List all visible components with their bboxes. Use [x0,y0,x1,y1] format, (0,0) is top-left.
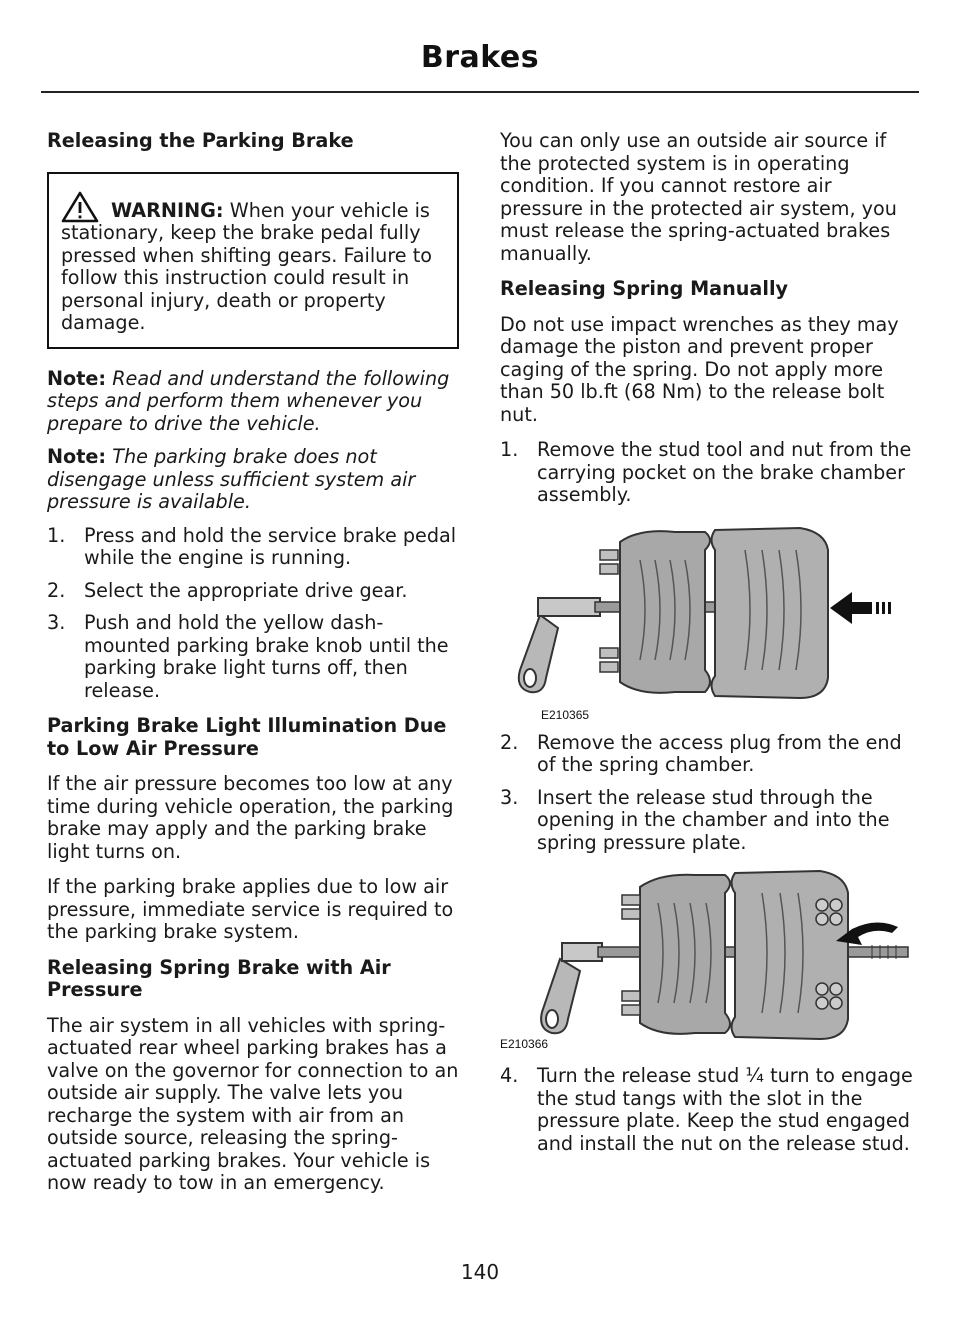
step-number: 2. [500,730,519,754]
note-label: Note: [47,366,107,390]
right-column [500,130,918,1168]
step-number: 4. [500,1064,519,1087]
release-steps-list [47,525,459,703]
paragraph: If the parking brake applies due to low air pressure, immediate service is required to the parking brake system. [47,875,454,943]
list-item [47,580,459,603]
list-item [47,612,459,702]
step-text: Remove the access plug from the end of the spring chamber. [537,730,902,776]
note-1 [47,368,459,436]
step-text: Remove the stud tool and nut from the carrying pocket on the brake chamber assembly. [537,438,912,506]
step-text: Turn the release stud ¼ turn to engage the stud tangs with the slot in the pressure plate. Keep the stud engaged and install the nut on the release stud. [537,1064,913,1155]
paragraph: The air system in all vehicles with spring-actuated rear wheel parking brakes has a valve on the governor for connection to an outside air supply. The valve lets you recharge the system with air from an outside source, releasing the spring-actuated parking brakes. Your vehicle is now ready to tow in an emergency. [47,1013,459,1194]
note-text: Read and understand the following steps and perform them whenever you prepare to drive the vehicle. [47,366,450,435]
paragraph: If the air pressure becomes too low at any time during vehicle operation, the parking brake may apply and the parking brake light turns on. [47,772,454,863]
warning-triangle-icon [61,191,99,223]
header-divider [41,91,919,93]
release-stud-illustration [500,867,918,1053]
step-text: Insert the release stud through the opening in the chamber and into the spring pressure plate. [537,785,890,854]
paragraph: Do not use impact wrenches as they may damage the piston and prevent proper caging of the spring. Do not apply more than 50 lb.ft (68 Nm) to the release bolt nut. [500,312,899,426]
figure-code-label: E210366 [500,1037,549,1051]
figure-brake-chamber-stud-tool [500,520,918,720]
step-number: 3. [500,785,519,809]
section-heading-releasing-spring-manually: Releasing Spring Manually [500,277,789,300]
step-number: 1. [500,438,519,461]
section-heading-air-pressure-release: Releasing Spring Brake with Air Pressure [47,955,391,1001]
step-number: 1. [47,523,66,547]
manual-steps-list-a [500,439,918,507]
warning-box [47,172,459,349]
brake-chamber-illustration [500,520,918,720]
note-2 [47,446,459,514]
page-number: 140 [460,1260,500,1284]
step-number: 2. [47,578,66,602]
warning-body: When your vehicle is stationary, keep the brake pedal fully pressed when shifting gears. Failure to follow this instruction could result in personal injury, death or property damage. [61,198,432,334]
warning-label: WARNING: [111,198,224,222]
section-heading-releasing-parking-brake: Releasing the Parking Brake [47,129,354,152]
list-item [500,439,918,507]
left-column [47,130,459,1208]
note-label: Note: [47,445,107,468]
paragraph: You can only use an outside air source if the protected system is in operating condition. If you cannot restore air pressure in the protected air system, you must release the spring-actuated brakes manually. [500,129,897,265]
figure-code-label: E210365 [541,707,590,722]
warning-text [61,200,445,335]
section-heading-low-air-pressure: Parking Brake Light Illumination Due to Low Air Pressure [47,714,447,760]
step-number: 3. [47,611,66,634]
notes [47,368,459,514]
list-item [500,787,918,855]
step-text: Select the appropriate drive gear. [84,578,408,602]
page-title: Brakes [420,40,540,75]
manual-steps-list-b [500,732,918,855]
step-text: Push and hold the yellow dash-mounted parking brake knob until the parking brake light turns off, then release. [84,611,449,702]
list-item [47,525,459,570]
note-text: The parking brake does not disengage unless sufficient system air pressure is available. [47,445,416,513]
figure-release-stud-insertion [500,867,918,1053]
step-text: Press and hold the service brake pedal while the engine is running. [84,523,457,569]
list-item [500,732,918,777]
manual-steps-list-c [500,1065,918,1155]
list-item [500,1065,918,1155]
